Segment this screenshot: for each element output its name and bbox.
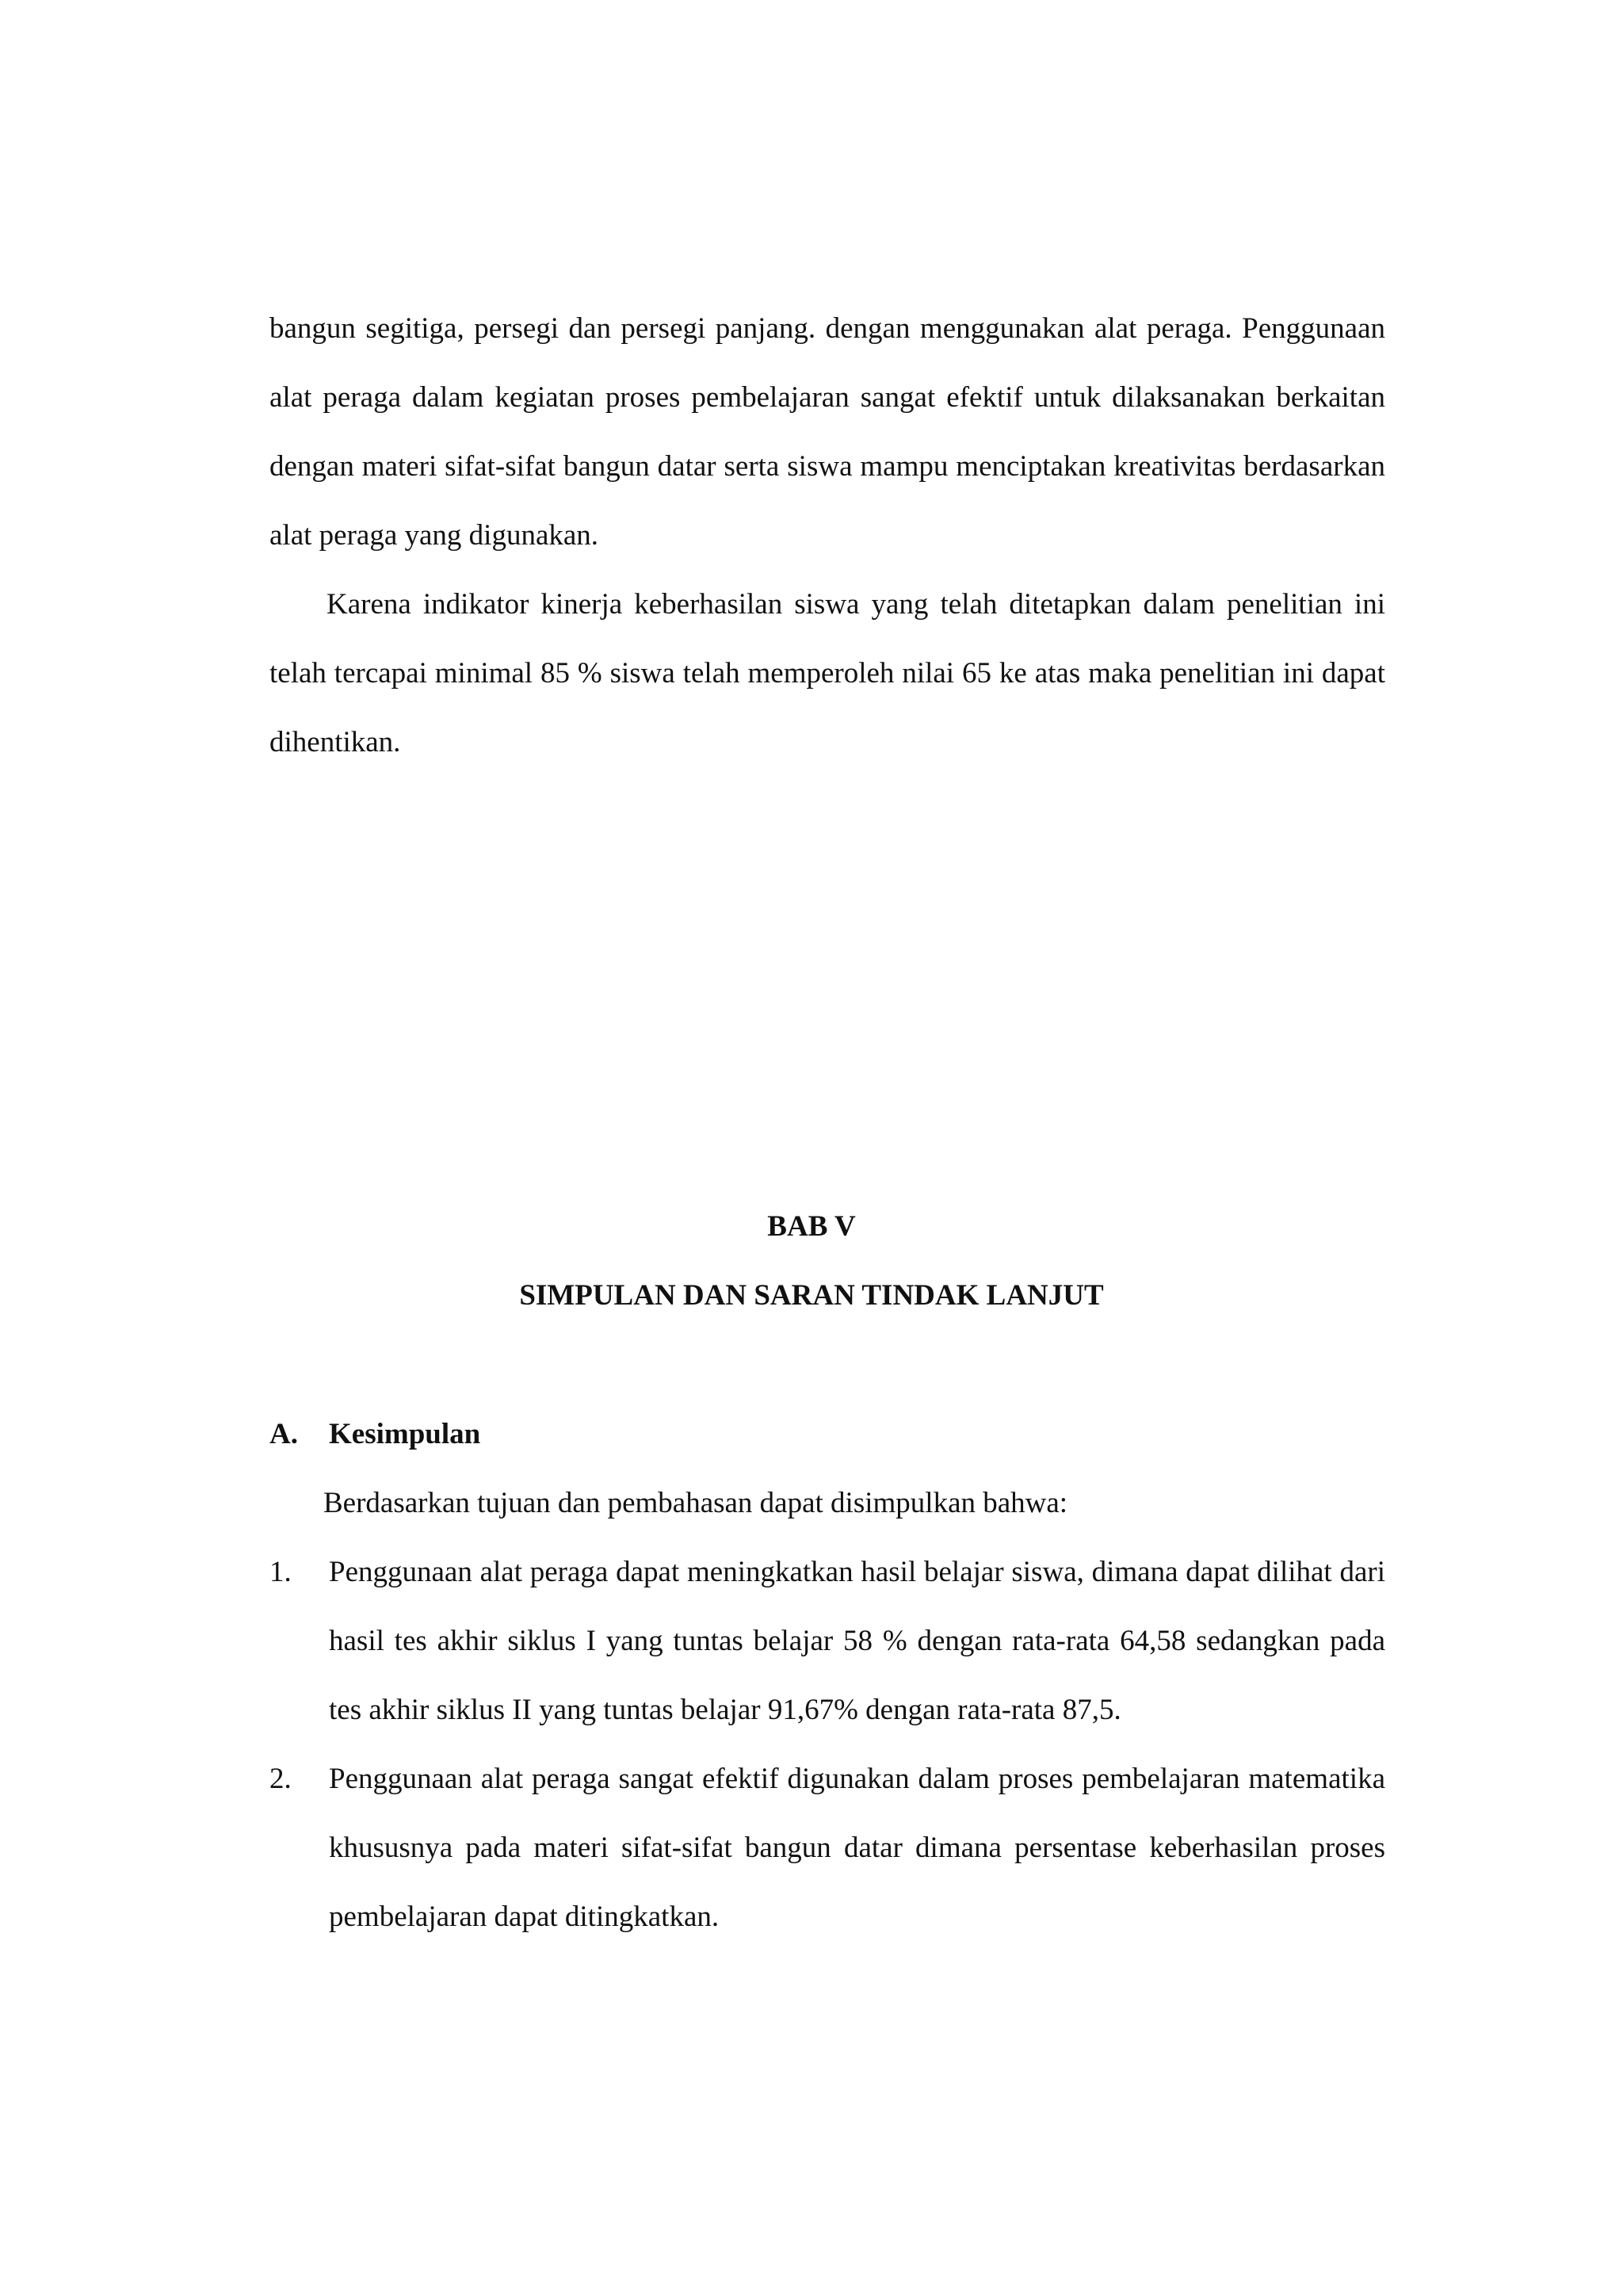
conclusion-body [269,1469,1385,1951]
section-heading-kesimpulan [269,1416,480,1453]
chapter-title: SIMPULAN DAN SARAN TINDAK LANJUT [519,1279,1104,1312]
list-item-number: 1. [269,1556,292,1588]
continuation-paragraph-conclusion: Karena indikator kinerja keberhasilan siswa yang telah ditetapkan dalam penelitian ini telah tercapai minimal 85 % siswa telah memperoleh nilai 65 ke atas maka penelitian ini dapat dihentikan. [269,588,1385,758]
list-item-text: Penggunaan alat peraga dapat meningkatkan hasil belajar siswa, dimana dapat dilihat dari hasil tes akhir siklus I yang tuntas belajar 58 % dengan rata-rata 64,58 sedangkan pada tes akhir siklus II yang tuntas belajar 91,67% dengan rata-rata 87,5. [329,1556,1385,1726]
conclusion-list [269,1538,1385,1951]
continuation-text [269,294,1385,777]
list-item-text: Penggunaan alat peraga sangat efektif digunakan dalam proses pembelajaran matematika khususnya pada materi sifat-sifat bangun datar dimana persentase keberhasilan proses pembelajaran dapat ditingkatkan. [329,1763,1385,1933]
section-heading-text: Kesimpulan [329,1418,481,1450]
chapter-number: BAB V [767,1210,856,1243]
list-item [269,1744,1385,1951]
list-item [269,1538,1385,1744]
section-marker: A. [269,1418,298,1450]
list-item-number: 2. [269,1763,292,1795]
conclusion-intro: Berdasarkan tujuan dan pembahasan dapat disimpulkan bahwa: [323,1487,1068,1519]
continuation-paragraph: bangun segitiga, persegi dan persegi panjang. dengan menggunakan alat peraga. Penggunaan alat peraga dalam kegiatan proses pembelajaran sangat efektif untuk dilaksanakan berkaitan dengan materi sifat-sifat bangun datar serta siswa mampu menciptakan kreativitas berdasarkan alat peraga yang digunakan. [269,312,1385,552]
